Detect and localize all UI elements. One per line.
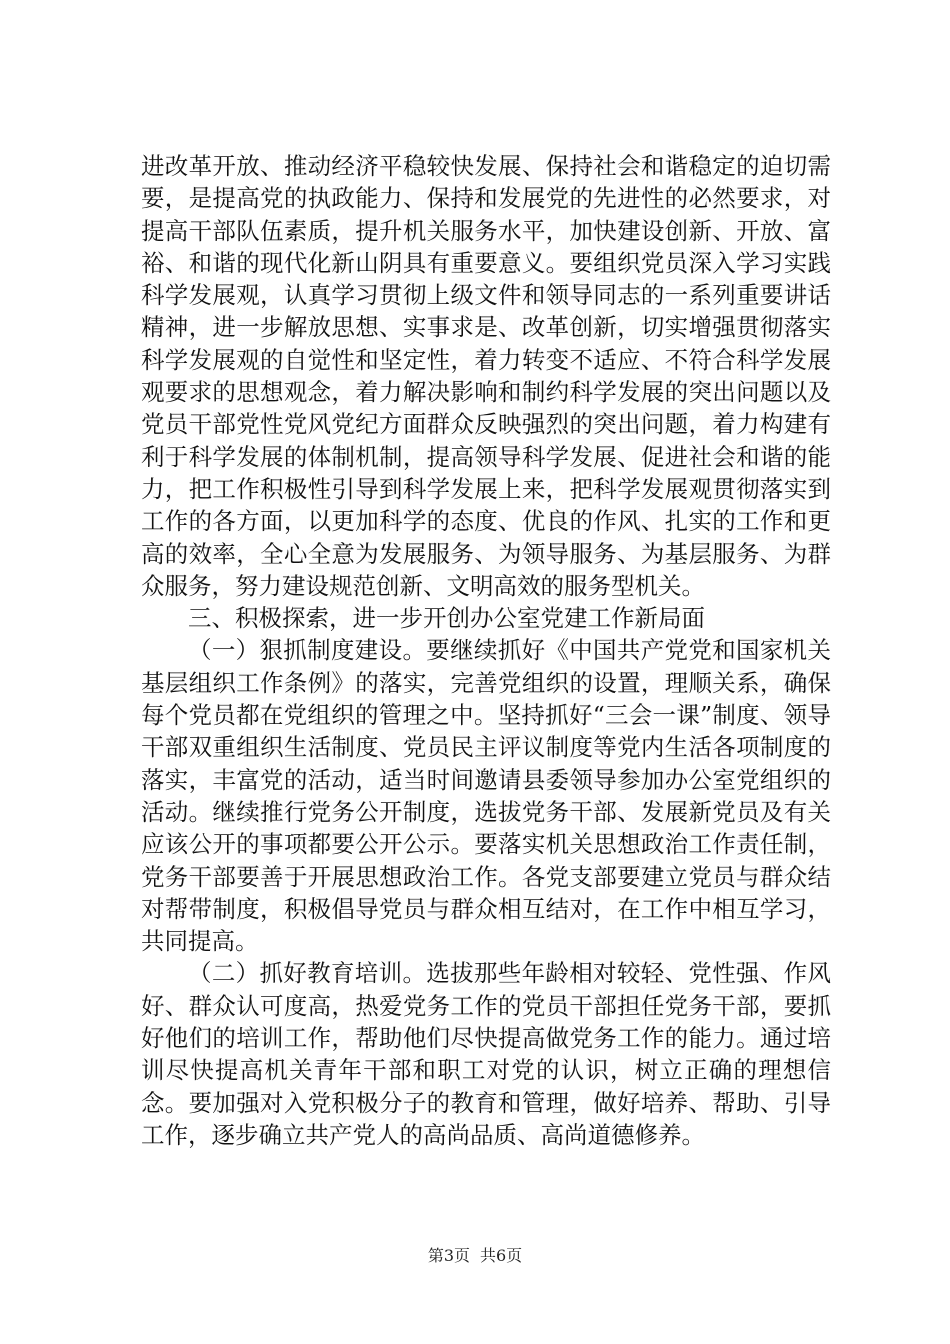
body-paragraph-system-building: （一）狠抓制度建设。要继续抓好《中国共产党党和国家机关基层组织工作条例》的落实，完善党组织的设置，理顺关系，确保每个党员都在党组织的管理之中。坚持抓好“三会一课”制度、领导干部双重组织生活制度、党员民主评议制度等党内生活各项制度的落实，丰富党的活动，适当时间邀请县委领导参加办公室党组织的活动。继续推行党务公开制度，选拔党务干部、发展新党员及有关应该公开的事项都要公开公示。要落实机关思想政治工作责任制，党务干部要善于开展思想政治工作。各党支部要建立党员与群众结对帮带制度，积极倡导党员与群众相互结对，在工作中相互学习，共同提高。 (141, 636, 831, 956)
page-footer (0, 1243, 950, 1266)
section-heading-three: 三、积极探索，进一步开创办公室党建工作新局面 (188, 604, 705, 633)
document-body (141, 150, 831, 1151)
body-paragraph-education-training: （二）抓好教育培训。选拔那些年龄相对较轻、党性强、作风好、群众认可度高，热爱党务工作的党员干部担任党务干部，要抓好他们的培训工作，帮助他们尽快提高做党务工作的能力。通过培训尽快提高机关青年干部和职工对党的认识，树立正确的理想信念。要加强对入党积极分子的教育和管理，做好培养、帮助、引导工作，逐步确立共产党人的高尚品质、高尚道德修养。 (141, 959, 831, 1149)
body-paragraph-continued: 进改革开放、推动经济平稳较快发展、保持社会和谐稳定的迫切需要，是提高党的执政能力、保持和发展党的先进性的必然要求，对提高干部队伍素质，提升机关服务水平，加快建设创新、开放、富裕、和谐的现代化新山阴具有重要意义。要组织党员深入学习实践科学发展观，认真学习贯彻上级文件和领导同志的一系列重要讲话精神，进一步解放思想、实事求是、改革创新，切实增强贯彻落实科学发展观的自觉性和坚定性，着力转变不适应、不符合科学发展观要求的思想观念，着力解决影响和制约科学发展的突出问题以及党员干部党性党风党纪方面群众反映强烈的突出问题，着力构建有利于科学发展的体制机制，提高领导科学发展、促进社会和谐的能力，把工作积极性引导到科学发展上来，把科学发展观贯彻落实到工作的各方面，以更加科学的态度、优良的作风、扎实的工作和更高的效率，全心全意为发展服务、为领导服务、为基层服务、为群众服务，努力建设规范创新、文明高效的服务型机关。 (141, 152, 831, 600)
page-number: 第3页 (427, 1246, 470, 1265)
page-total: 共6页 (480, 1246, 523, 1265)
